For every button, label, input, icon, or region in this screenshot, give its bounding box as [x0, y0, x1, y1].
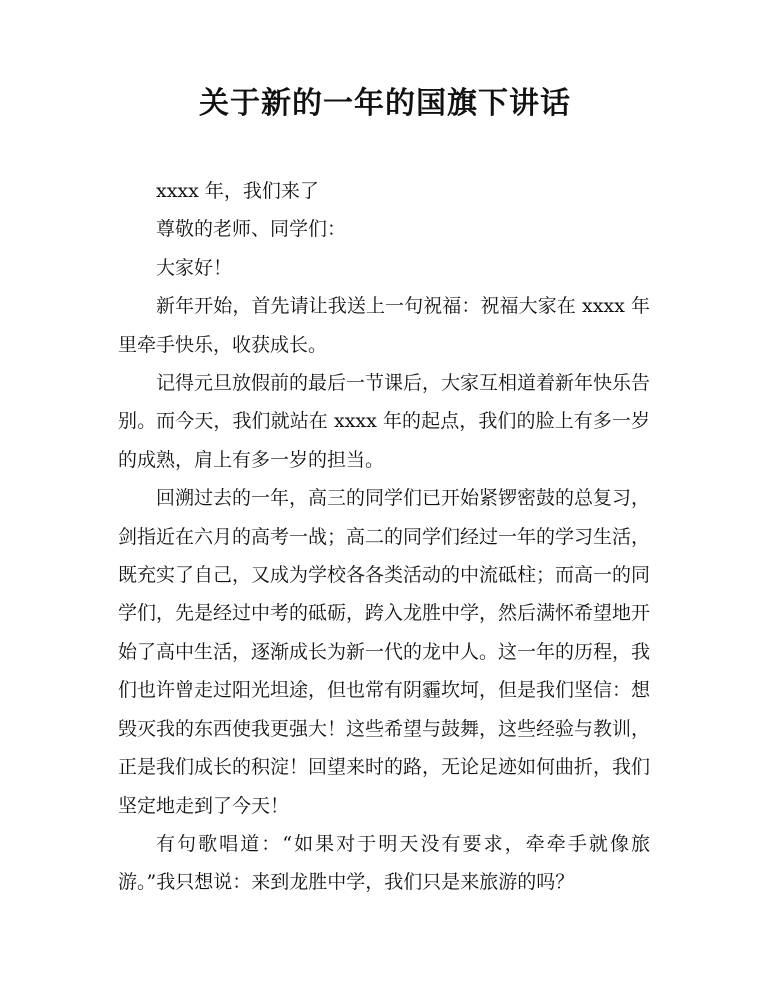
paragraph-song: 有句歌唱道：“如果对于明天没有要求，牵牵手就像旅游。”我只想说：来到龙胜中学，我们只是来旅游的吗？ — [118, 832, 650, 894]
page-title: 关于新的一年的国旗下讲话 — [199, 86, 571, 121]
document-body — [118, 172, 650, 902]
paragraph-blessing: 新年开始，首先请让我送上一句祝福：祝福大家在 xxxx 年里牵手快乐，收获成长。 — [118, 295, 650, 356]
paragraph-year-heading: xxxx 年，我们来了 — [156, 180, 319, 202]
paragraph-greeting: 大家好！ — [156, 256, 233, 279]
paragraph-new-year: 记得元旦放假前的最后一节课后，大家互相道着新年快乐告别。而今天，我们就站在 xxxx 年的起点，我们的脸上有多一岁的成熟，肩上有多一岁的担当。 — [118, 372, 651, 471]
paragraph-salutation: 尊敬的老师、同学们： — [156, 218, 347, 241]
paragraph-review: 回溯过去的一年，高三的同学们已开始紧锣密鼓的总复习，剑指近在六月的高考一战；高二的同学们经过一年的学习生活，既充实了自己，又成为学校各各类活动的中流砥柱；而高一的同学们，先是经过中考的砥砺，跨入龙胜中学，然后满怀希望地开始了高中生活，逐渐成长为新一代的龙中人。这一年的历程，我们也许曾走过阳光坦途，但也常有阴霾坎坷，但是我们坚信：想毁灭我的东西使我更强大！这些希望与鼓舞，这些经验与教训，正是我们成长的积淀！回望来时的路，无论足迹如何曲折，我们坚定地走到了今天！ — [118, 487, 651, 817]
